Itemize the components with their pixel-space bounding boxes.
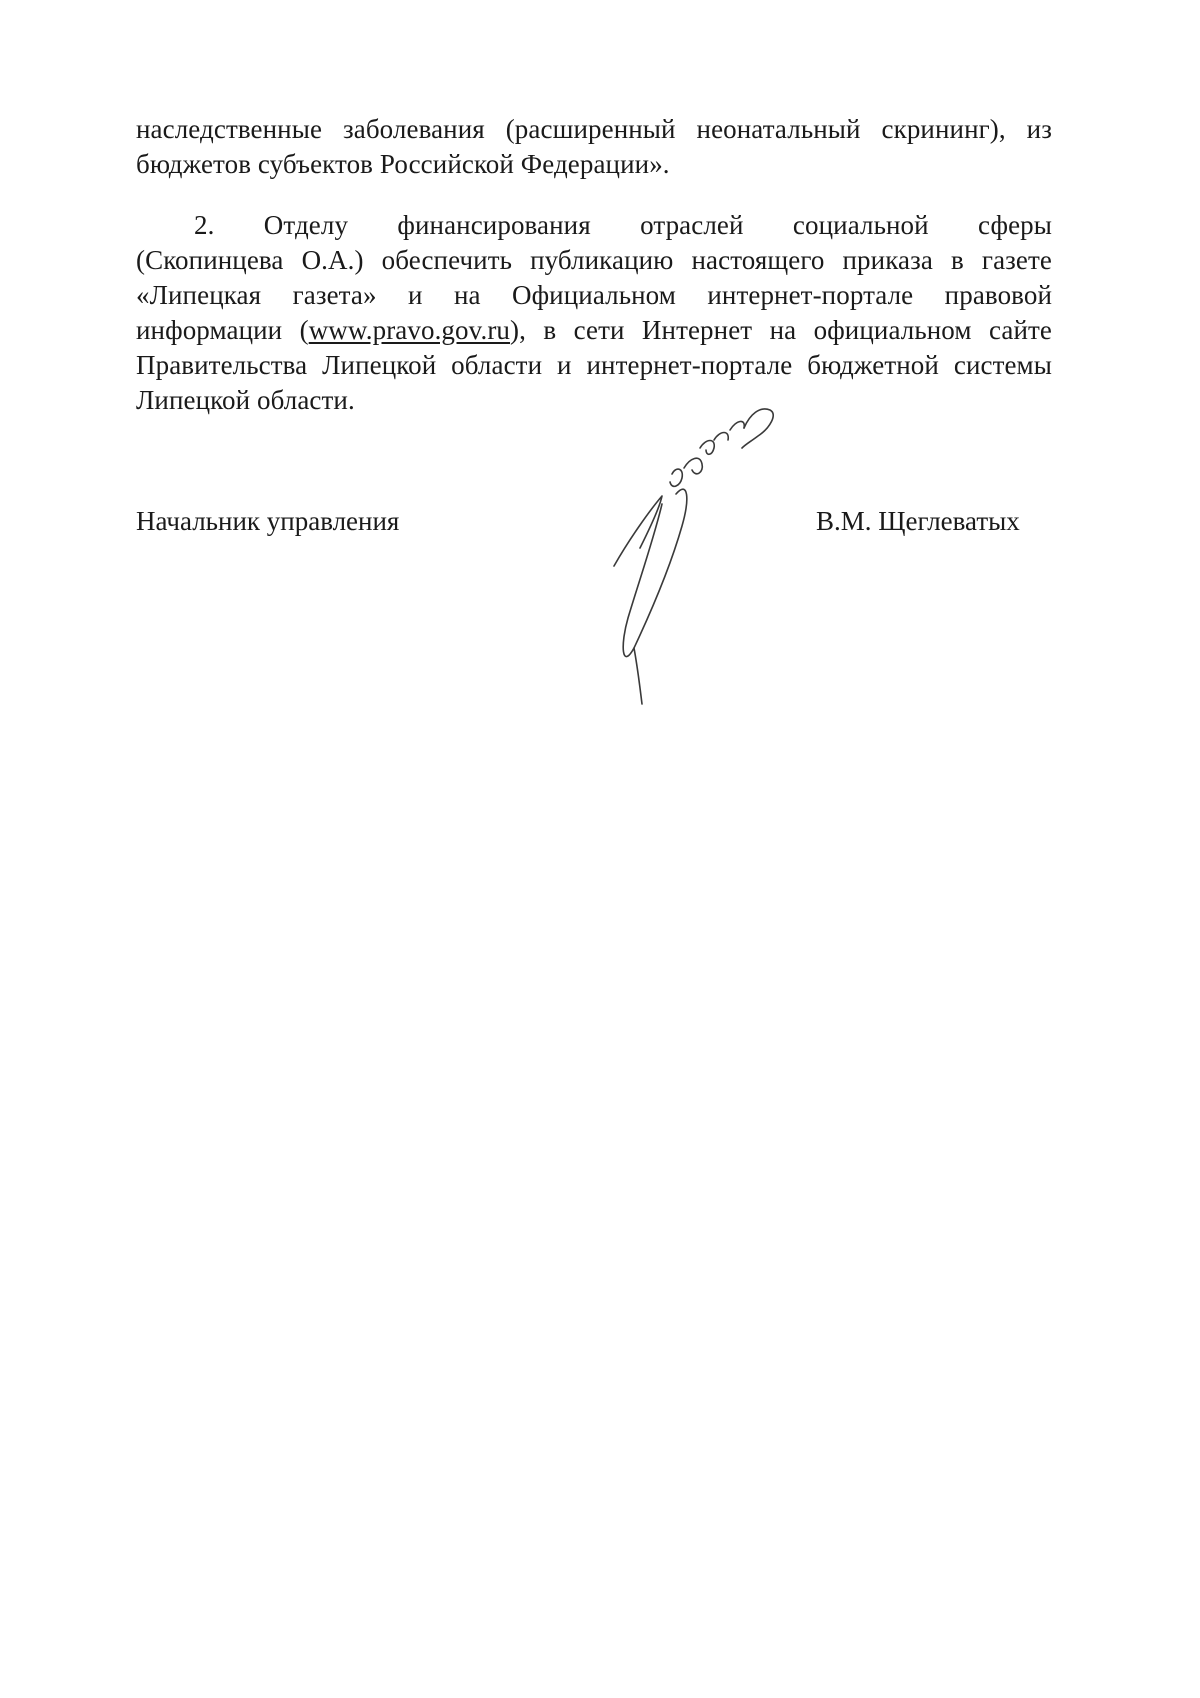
signatory-name: В.М. Щеглеватых bbox=[816, 506, 1020, 536]
paragraph-line: Правительства Липецкой области и интернет-портале бюджетной системы bbox=[136, 350, 1052, 380]
paragraph-line: бюджетов субъектов Российской Федерации». bbox=[136, 149, 670, 179]
signatory-position: Начальник управления bbox=[136, 506, 400, 536]
paragraph-line: 2. Отделу финансирования отраслей социальной сферы bbox=[194, 210, 1052, 240]
paragraph-item-2 bbox=[136, 208, 1052, 418]
paragraph-line: (Скопинцева О.А.) обеспечить публикацию настоящего приказа в газете bbox=[136, 245, 1052, 275]
paragraph-text: ), в сети Интернет на официальном сайте bbox=[510, 315, 1052, 345]
paragraph-continuation bbox=[136, 112, 1052, 182]
paragraph-text: информации ( bbox=[136, 315, 309, 345]
handwritten-signature bbox=[610, 408, 840, 708]
pravo-gov-link[interactable]: www.pravo.gov.ru bbox=[308, 315, 511, 345]
paragraph-line bbox=[136, 313, 1052, 348]
paragraph-line: «Липецкая газета» и на Официальном интернет-портале правовой bbox=[136, 280, 1052, 310]
paragraph-line: наследственные заболевания (расширенный неонатальный скрининг), из bbox=[136, 114, 1052, 144]
paragraph-line: Липецкой области. bbox=[136, 385, 355, 415]
